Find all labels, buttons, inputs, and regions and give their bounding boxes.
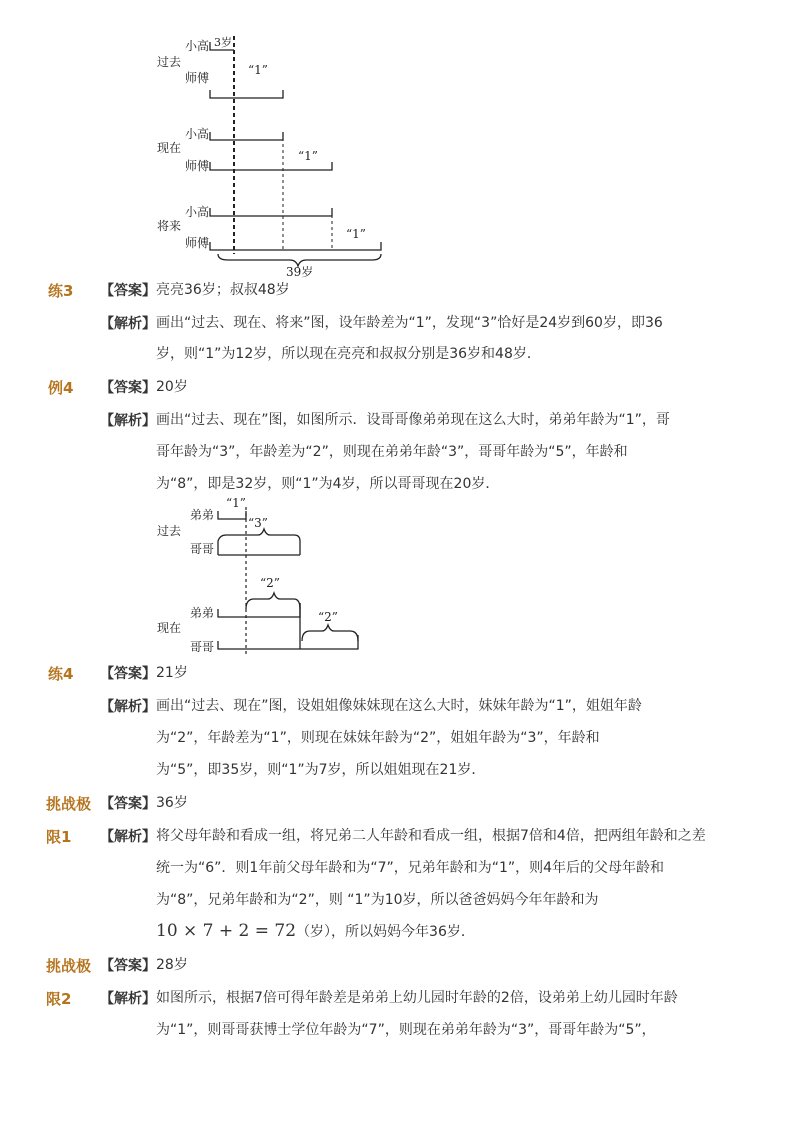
entry-label-challenge: 挑战极 xyxy=(46,957,92,975)
analysis-line: 为“8”，兄弟年龄和为“2”，则 “1”为10岁，所以爸爸妈妈今年年龄和为 xyxy=(156,892,599,908)
entry-label-limit2: 限2 xyxy=(46,990,72,1008)
d2-past-a: 弟弟 xyxy=(190,508,215,522)
analysis-tag: 【解析】 xyxy=(100,991,156,1007)
analysis-tag: 【解析】 xyxy=(100,316,156,332)
analysis-line: 为“8”，即是32岁，则“1”为4岁，所以哥哥现在20岁． xyxy=(156,476,500,492)
age-diagram-past-now-future xyxy=(150,30,400,280)
analysis-math-line xyxy=(156,921,475,942)
answer-tag: 【答案】 xyxy=(100,283,156,299)
d2-now-a-note: “2” xyxy=(260,576,280,590)
math-expression: 10 × 7 + 2 = 72 xyxy=(156,921,297,941)
analysis-tag: 【解析】 xyxy=(100,699,156,715)
entry-label-lian3: 练3 xyxy=(48,282,74,300)
answer-tag: 【答案】 xyxy=(100,666,156,682)
entry-label-li4: 例4 xyxy=(48,379,74,397)
answer-text: 36岁 xyxy=(156,795,188,811)
analysis-tag: 【解析】 xyxy=(100,413,156,429)
analysis-line: 岁，则“1”为12岁，所以现在亮亮和叔叔分别是36岁和48岁． xyxy=(156,346,541,362)
math-tail: （岁），所以妈妈今年36岁． xyxy=(296,924,475,940)
d2-now-b: 哥哥 xyxy=(190,640,215,654)
d2-now-a: 弟弟 xyxy=(190,606,215,620)
d1-future-a: 小高 xyxy=(185,205,210,219)
analysis-line: 画出“过去、现在、将来”图，设年龄差为“1”，发现“3”恰好是24岁到60岁，即36 xyxy=(156,315,663,331)
d2-past-a-note: “1” xyxy=(226,496,246,510)
d1-now-b: 师傅 xyxy=(185,159,210,173)
answer-text: 亮亮36岁；叔叔48岁 xyxy=(156,282,290,298)
d1-future-b-note: “1” xyxy=(346,227,366,241)
analysis-line: 为“2”，年龄差为“1”，则现在妹妹年龄为“2”，姐姐年龄为“3”，年龄和 xyxy=(156,730,600,746)
d1-past-group: 过去 xyxy=(157,55,182,69)
d2-past-b-note: “3” xyxy=(248,516,268,530)
analysis-line: 为“5”，即35岁，则“1”为7岁，所以姐姐现在21岁． xyxy=(156,762,486,778)
analysis-line: 哥年龄为“3”，年龄差为“2”，则现在弟弟年龄“3”，哥哥年龄为“5”，年龄和 xyxy=(156,444,628,460)
analysis-line: 画出“过去、现在”图，设姐姐像妹妹现在这么大时，妹妹年龄为“1”，姐姐年龄 xyxy=(156,698,642,714)
analysis-line: 为“1”，则哥哥获博士学位年龄为“7”，则现在弟弟年龄为“3”，哥哥年龄为“5”， xyxy=(156,1022,656,1038)
d1-future-group: 将来 xyxy=(157,219,182,233)
answer-text: 20岁 xyxy=(156,379,188,395)
d2-now-b-note: “2” xyxy=(318,610,338,624)
analysis-line: 统一为“6”．则1年前父母年龄和为“7”，兄弟年龄和为“1”，则4年后的父母年龄和 xyxy=(156,860,665,876)
d2-past-group: 过去 xyxy=(157,524,182,538)
d1-past-a: 小高 xyxy=(185,39,210,53)
answer-tag: 【答案】 xyxy=(100,380,156,396)
entry-label-lian4: 练4 xyxy=(48,665,74,683)
d2-past-b: 哥哥 xyxy=(190,542,215,556)
answer-text: 21岁 xyxy=(156,665,188,681)
d1-past-a-note: 3岁 xyxy=(214,36,232,49)
entry-label-limit1: 限1 xyxy=(46,828,72,846)
d1-past-b: 师傅 xyxy=(185,71,210,85)
age-diagram-brothers xyxy=(150,495,390,660)
d2-now-group: 现在 xyxy=(157,621,182,635)
answer-text: 28岁 xyxy=(156,957,188,973)
d1-future-b: 师傅 xyxy=(185,236,210,250)
entry-label-challenge: 挑战极 xyxy=(46,795,92,813)
analysis-line: 将父母年龄和看成一组，将兄弟二人年龄和看成一组，根据7倍和4倍，把两组年龄和之差 xyxy=(156,828,706,844)
d1-now-b-note: “1” xyxy=(298,149,318,163)
analysis-tag: 【解析】 xyxy=(100,829,156,845)
answer-tag: 【答案】 xyxy=(100,958,156,974)
analysis-line: 如图所示，根据7倍可得年龄差是弟弟上幼儿园时年龄的2倍，设弟弟上幼儿园时年龄 xyxy=(156,990,678,1006)
d1-now-group: 现在 xyxy=(157,141,182,155)
d1-past-b-note: “1” xyxy=(248,63,268,77)
d1-now-a: 小高 xyxy=(185,127,210,141)
d1-total: 39岁 xyxy=(286,265,314,279)
answer-tag: 【答案】 xyxy=(100,796,156,812)
analysis-line: 画出“过去、现在”图，如图所示．设哥哥像弟弟现在这么大时，弟弟年龄为“1”，哥 xyxy=(156,412,670,428)
